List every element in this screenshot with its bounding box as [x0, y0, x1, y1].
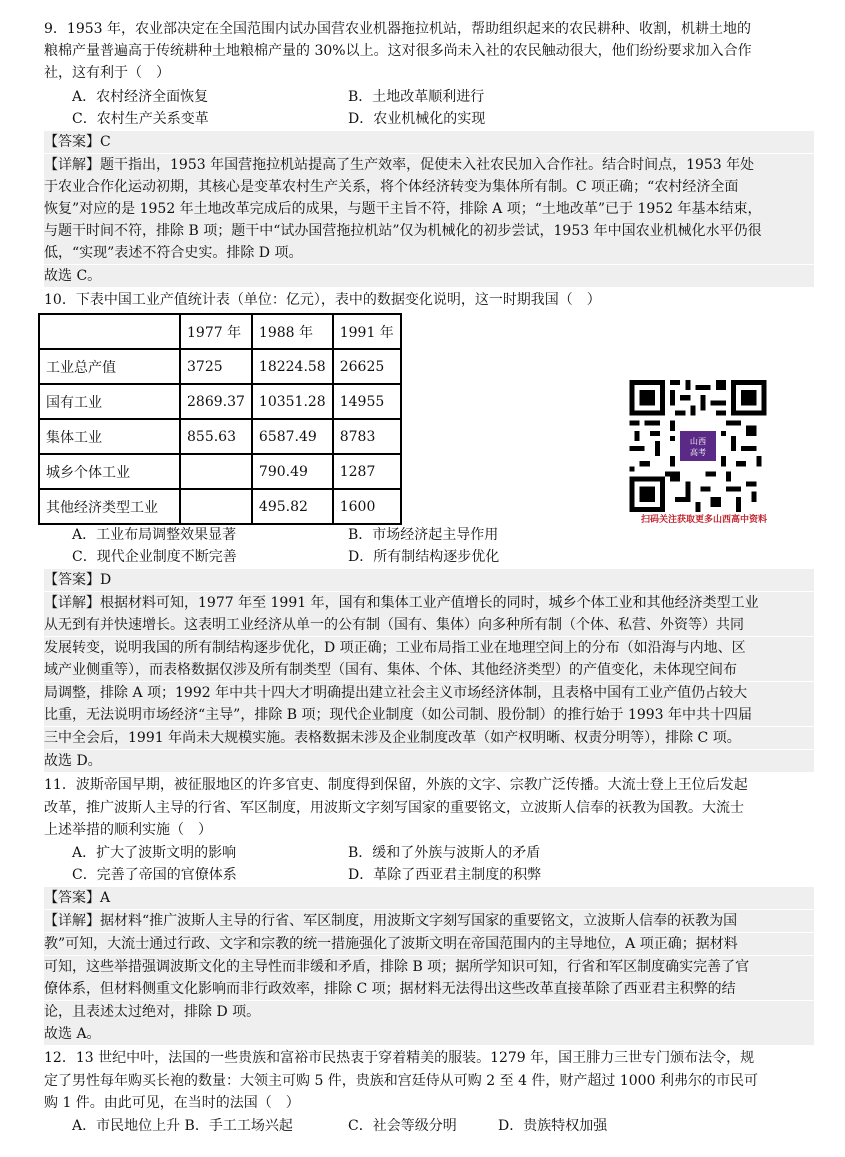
q9-answer: 【答案】C — [44, 131, 814, 153]
q9-detail-line-5: 低，“实现”表述不符合史实。排除 D 项。 — [44, 242, 814, 264]
table-cell: 18224.58 — [252, 349, 333, 384]
table-cell: 3725 — [180, 349, 252, 384]
table-cell: 工业总产值 — [39, 349, 180, 384]
qr-code-image[interactable] — [629, 380, 767, 512]
q9-option-b: B．土地改革顺利进行 — [348, 89, 485, 105]
q12-option-c: C．社会等级分明 — [348, 1118, 457, 1134]
table-row — [39, 419, 401, 454]
table-cell: 其他经济类型工业 — [39, 489, 180, 524]
q11-detail-line-3: 可知，这些举措强调波斯文化的主导性而非缓和矛盾，排除 B 项；据所学知识可知，行省和军区制度确实完善了官 — [44, 956, 814, 978]
q10-detail-line-2: 从无到有并快速增长。这表明工业经济从单一的公有制（国有、集体）向多种所有制（个体、私营、外资等）共同 — [44, 614, 814, 636]
table-cell: 6587.49 — [252, 419, 333, 454]
q12-option-d: D．贵族特权加强 — [498, 1118, 608, 1134]
q10-detail-line-6: 比重，无法说明市场经济“主导”，排除 B 项；现代企业制度（如公司制、股份制）的推行始于 1993 年中共十四届 — [44, 704, 814, 726]
table-cell: 8783 — [333, 419, 401, 454]
q9-option-d: D．农业机械化的实现 — [348, 111, 486, 127]
q11-stem-line-3: 上述举措的顺利实施（ ） — [44, 822, 212, 838]
q9-detail-line-1: 【详解】题干指出，1953 年国营拖拉机站提高了生产效率，促使未入社农民加入合作社。结合时间点，1953 年处 — [44, 154, 814, 176]
q11-stem-line-2: 改革，推广波斯人主导的行省、军区制度，用波斯文字刻写国家的重要铭文，立波斯人信奉的祆教为国教。大流士 — [44, 800, 744, 816]
q11-option-d: D．革除了西亚君主制度的积弊 — [348, 867, 542, 883]
table-cell: 855.63 — [180, 419, 252, 454]
table-cell: 集体工业 — [39, 419, 180, 454]
table-row — [39, 384, 401, 419]
table-header-cell: 1977 年 — [180, 314, 252, 349]
table-header-row — [39, 314, 401, 349]
q10-option-d: D．所有制结构逐步优化 — [348, 549, 500, 565]
q11-conclusion: 故选 A。 — [44, 1023, 814, 1045]
q10-option-a: A．工业布局调整效果显著 — [72, 527, 237, 543]
q10-detail-line-7: 三中全会后，1991 年尚未大规模实施。表格数据未涉及企业制度改革（如产权明晰、权责分明等），排除 C 项。 — [44, 727, 814, 749]
table-header-cell — [39, 314, 180, 349]
q9-stem-line-2: 粮棉产量普遍高于传统耕种土地粮棉产量的 30%以上。这对很多尚未入社的农民触动很大，他们纷纷要求加入合作 — [44, 43, 752, 59]
table-cell: 10351.28 — [252, 384, 333, 419]
q11-detail-line-1: 【详解】据材料“推广波斯人主导的行省、军区制度，用波斯文字刻写国家的重要铭文，立波斯人信奉的祆教为国 — [44, 910, 814, 932]
table-cell: 1287 — [333, 454, 401, 489]
q11-answer: 【答案】A — [44, 887, 814, 909]
q10-detail-line-1: 【详解】根据材料可知，1977 年至 1991 年，国有和集体工业产值增长的同时，城乡个体工业和其他经济类型工业 — [44, 592, 814, 614]
table-cell: 495.82 — [252, 489, 333, 524]
q10-option-b: B．市场经济起主导作用 — [348, 527, 499, 543]
q11-option-a: A．扩大了波斯文明的影响 — [72, 845, 237, 861]
svg-text:高考: 高考 — [689, 447, 707, 458]
q9-stem-line-1: 9．1953 年，农业部决定在全国范围内试办国营农业机器拖拉机站，帮助组织起来的农民耕种、收割，机耕土地的 — [44, 21, 751, 37]
q9-conclusion: 故选 C。 — [44, 265, 814, 287]
q11-detail-line-2: 教”可知，大流士通过行政、文字和宗教的统一措施强化了波斯文明在帝国范围内的主导地位，A 项正确；据材料 — [44, 933, 814, 955]
q10-stem: 10．下表中国工业产值统计表（单位：亿元），表中的数据变化说明，这一时期我国（ ） — [44, 292, 601, 308]
table-cell: 城乡个体工业 — [39, 454, 180, 489]
table-cell — [180, 489, 252, 524]
q12-stem-line-2: 定了男性每年购买长袍的数量：大领主可购 5 件，贵族和宫廷侍从可购 2 至 4 件，财产超过 1000 利弗尔的市民可 — [44, 1073, 758, 1089]
table-row — [39, 489, 401, 524]
table-cell: 790.49 — [252, 454, 333, 489]
qr-logo-text: 山西 — [689, 435, 707, 446]
qr-caption: 扫码关注获取更多山西高中资料 — [640, 515, 767, 525]
table-cell: 国有工业 — [39, 384, 180, 419]
q10-option-c: C．现代企业制度不断完善 — [72, 549, 237, 565]
table-cell: 26625 — [333, 349, 401, 384]
q11-option-b: B．缓和了外族与波斯人的矛盾 — [348, 845, 541, 861]
table-row — [39, 454, 401, 489]
industry-output-table — [38, 313, 402, 525]
q9-detail-line-2: 于农业合作化运动初期，其核心是变革农村生产关系，将个体经济转变为集体所有制。C 项正确；“农村经济全面 — [44, 176, 814, 198]
table-header-cell: 1988 年 — [252, 314, 333, 349]
q9-detail-line-3: 恢复”对应的是 1952 年土地改革完成后的成果，与题干主旨不符，排除 A 项；“土地改革”已于 1952 年基本结束， — [44, 198, 814, 220]
table-cell: 14955 — [333, 384, 401, 419]
q11-detail-line-4: 僚体系，但材料侧重文化影响而非行政效率，排除 C 项；据材料无法得出这些改革直接革除了西亚君主积弊的结 — [44, 978, 814, 1000]
table-row — [39, 349, 401, 384]
q10-detail-line-5: 局调整，排除 A 项；1992 年中共十四大才明确提出建立社会主义市场经济体制，且表格中国有工业产值仍占较大 — [44, 682, 814, 704]
q12-option-a-b: A．市民地位上升 B．手工工场兴起 — [72, 1118, 293, 1134]
q9-detail-line-4: 与题干时间不符，排除 B 项；题干中“试办国营拖拉机站”仅为机械化的初步尝试，1953 年中国农业机械化水平仍很 — [44, 220, 814, 242]
q12-stem-line-1: 12．13 世纪中叶，法国的一些贵族和富裕市民热衷于穿着精美的服装。1279 年，国王腓力三世专门颁布法令，规 — [44, 1050, 755, 1066]
q9-option-a: A．农村经济全面恢复 — [72, 89, 209, 105]
table-cell: 2869.37 — [180, 384, 252, 419]
q9-stem-line-3: 社，这有利于（ ） — [44, 65, 170, 81]
q10-conclusion: 故选 D。 — [44, 750, 814, 772]
q11-option-c: C．完善了帝国的官僚体系 — [72, 867, 237, 883]
table-cell: 1600 — [333, 489, 401, 524]
q9-option-c: C．农村生产关系变革 — [72, 111, 209, 127]
q10-answer: 【答案】D — [44, 569, 814, 591]
q10-detail-line-3: 发展转变，说明我国的所有制结构逐步优化，D 项正确；工业布局指工业在地理空间上的分布（如沿海与内地、区 — [44, 637, 814, 659]
table-cell — [180, 454, 252, 489]
q11-stem-line-1: 11．波斯帝国早期，被征服地区的许多官吏、制度得到保留，外族的文字、宗教广泛传播。大流士登上王位后发起 — [44, 777, 748, 793]
q12-stem-line-3: 购 1 件。由此可见，在当时的法国（ ） — [44, 1095, 300, 1111]
q11-detail-line-5: 论，且表述太过绝对，排除 D 项。 — [44, 1001, 814, 1023]
table-header-cell: 1991 年 — [333, 314, 401, 349]
q10-detail-line-4: 域产业侧重等），而表格数据仅涉及所有制类型（国有、集体、个体、其他经济类型）的产值变化，未体现空间布 — [44, 659, 814, 681]
